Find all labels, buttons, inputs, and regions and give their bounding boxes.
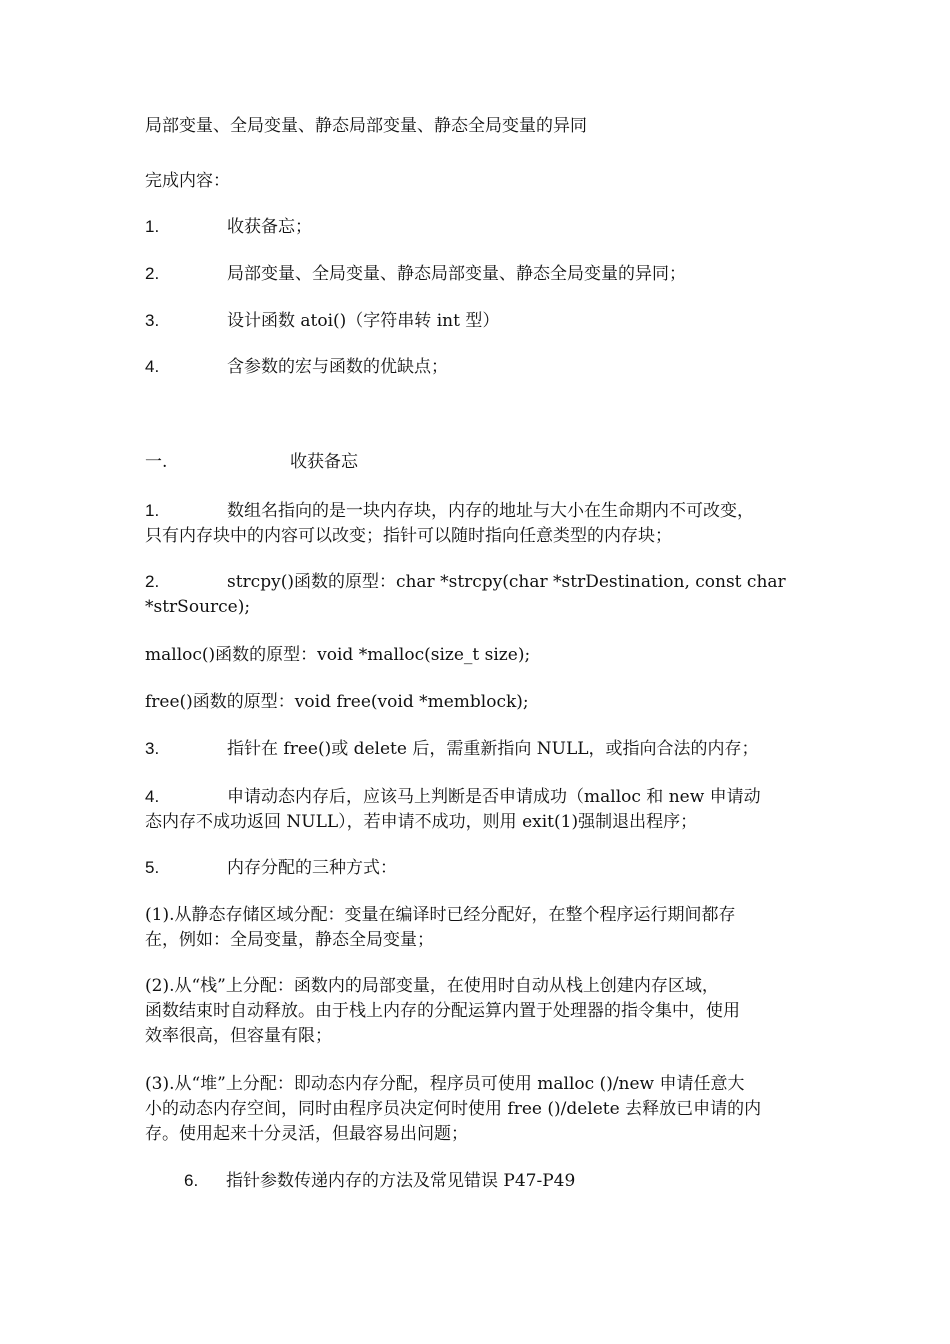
- note-2: [145, 569, 810, 595]
- allocation-heap-line2: 小的动态内存空间，同时由程序员决定何时使用 free ()/delete 去释放已申请的内: [145, 1099, 762, 1119]
- free-prototype: free()函数的原型：void free(void *memblock);: [145, 692, 529, 712]
- content-item-3: [145, 308, 810, 334]
- note-text: 数组名指向的是一块内存块，内存的地址与大小在生命期内不可改变，: [227, 501, 754, 521]
- content-item-4: [145, 354, 810, 380]
- list-text: 局部变量、全局变量、静态局部变量、静态全局变量的异同；: [227, 264, 686, 284]
- malloc-prototype: malloc()函数的原型：void *malloc(size_t size);: [145, 645, 531, 665]
- allocation-static-line1: (1).从静态存储区域分配：变量在编译时已经分配好，在整个程序运行期间都存: [145, 905, 736, 925]
- content-label: 完成内容：: [145, 171, 230, 191]
- content-item-1: [145, 214, 810, 240]
- list-text: 设计函数 atoi()（字符串转 int 型）: [227, 311, 500, 331]
- section-heading: [145, 449, 810, 475]
- list-number: 3.: [145, 311, 160, 330]
- list-text: 收获备忘；: [227, 217, 312, 237]
- note-6: [184, 1168, 849, 1194]
- list-number: 2.: [145, 572, 160, 591]
- allocation-static-line2: 在，例如：全局变量，静态全局变量；: [145, 930, 434, 950]
- note-text: 申请动态内存后，应该马上判断是否申请成功（malloc 和 new 申请动: [227, 787, 761, 807]
- list-number: 2.: [145, 264, 160, 283]
- list-number: 1.: [145, 217, 160, 236]
- list-number: 6.: [184, 1171, 199, 1190]
- note-1-line2: 只有内存块中的内容可以改变；指针可以随时指向任意类型的内存块；: [145, 526, 672, 546]
- allocation-stack-line3: 效率很高，但容量有限；: [145, 1026, 332, 1046]
- content-item-2: [145, 261, 810, 287]
- section-number: 一.: [145, 452, 168, 472]
- note-4-line2: 态内存不成功返回 NULL），若申请不成功，则用 exit(1)强制退出程序；: [145, 812, 698, 832]
- note-text: strcpy()函数的原型：char *strcpy(char *strDestination, const char: [227, 572, 786, 592]
- allocation-stack-line1: (2).从“栈”上分配：函数内的局部变量，在使用时自动从栈上创建内存区域，: [145, 976, 719, 996]
- note-5: [145, 855, 810, 881]
- allocation-heap-line3: 存。使用起来十分灵活，但最容易出问题；: [145, 1124, 468, 1144]
- allocation-heap-line1: (3).从“堆”上分配：即动态内存分配，程序员可使用 malloc ()/new 申请任意大: [145, 1074, 745, 1094]
- note-3: [145, 736, 810, 762]
- section-title: 收获备忘: [290, 452, 358, 472]
- list-number: 3.: [145, 739, 160, 758]
- note-4: [145, 784, 810, 810]
- note-text: 内存分配的三种方式：: [227, 858, 397, 878]
- note-1: [145, 498, 810, 524]
- allocation-stack-line2: 函数结束时自动释放。由于栈上内存的分配运算内置于处理器的指令集中，使用: [145, 1001, 740, 1021]
- list-number: 4.: [145, 357, 160, 376]
- list-number: 5.: [145, 858, 160, 877]
- list-text: 含参数的宏与函数的优缺点；: [227, 357, 448, 377]
- note-2-line2: *strSource);: [145, 597, 251, 617]
- list-number: 1.: [145, 501, 160, 520]
- note-text: 指针参数传递内存的方法及常见错误 P47-P49: [226, 1171, 576, 1191]
- list-number: 4.: [145, 787, 160, 806]
- doc-title: 局部变量、全局变量、静态局部变量、静态全局变量的异同: [145, 116, 587, 136]
- note-text: 指针在 free()或 delete 后，需重新指向 NULL，或指向合法的内存；: [227, 739, 759, 759]
